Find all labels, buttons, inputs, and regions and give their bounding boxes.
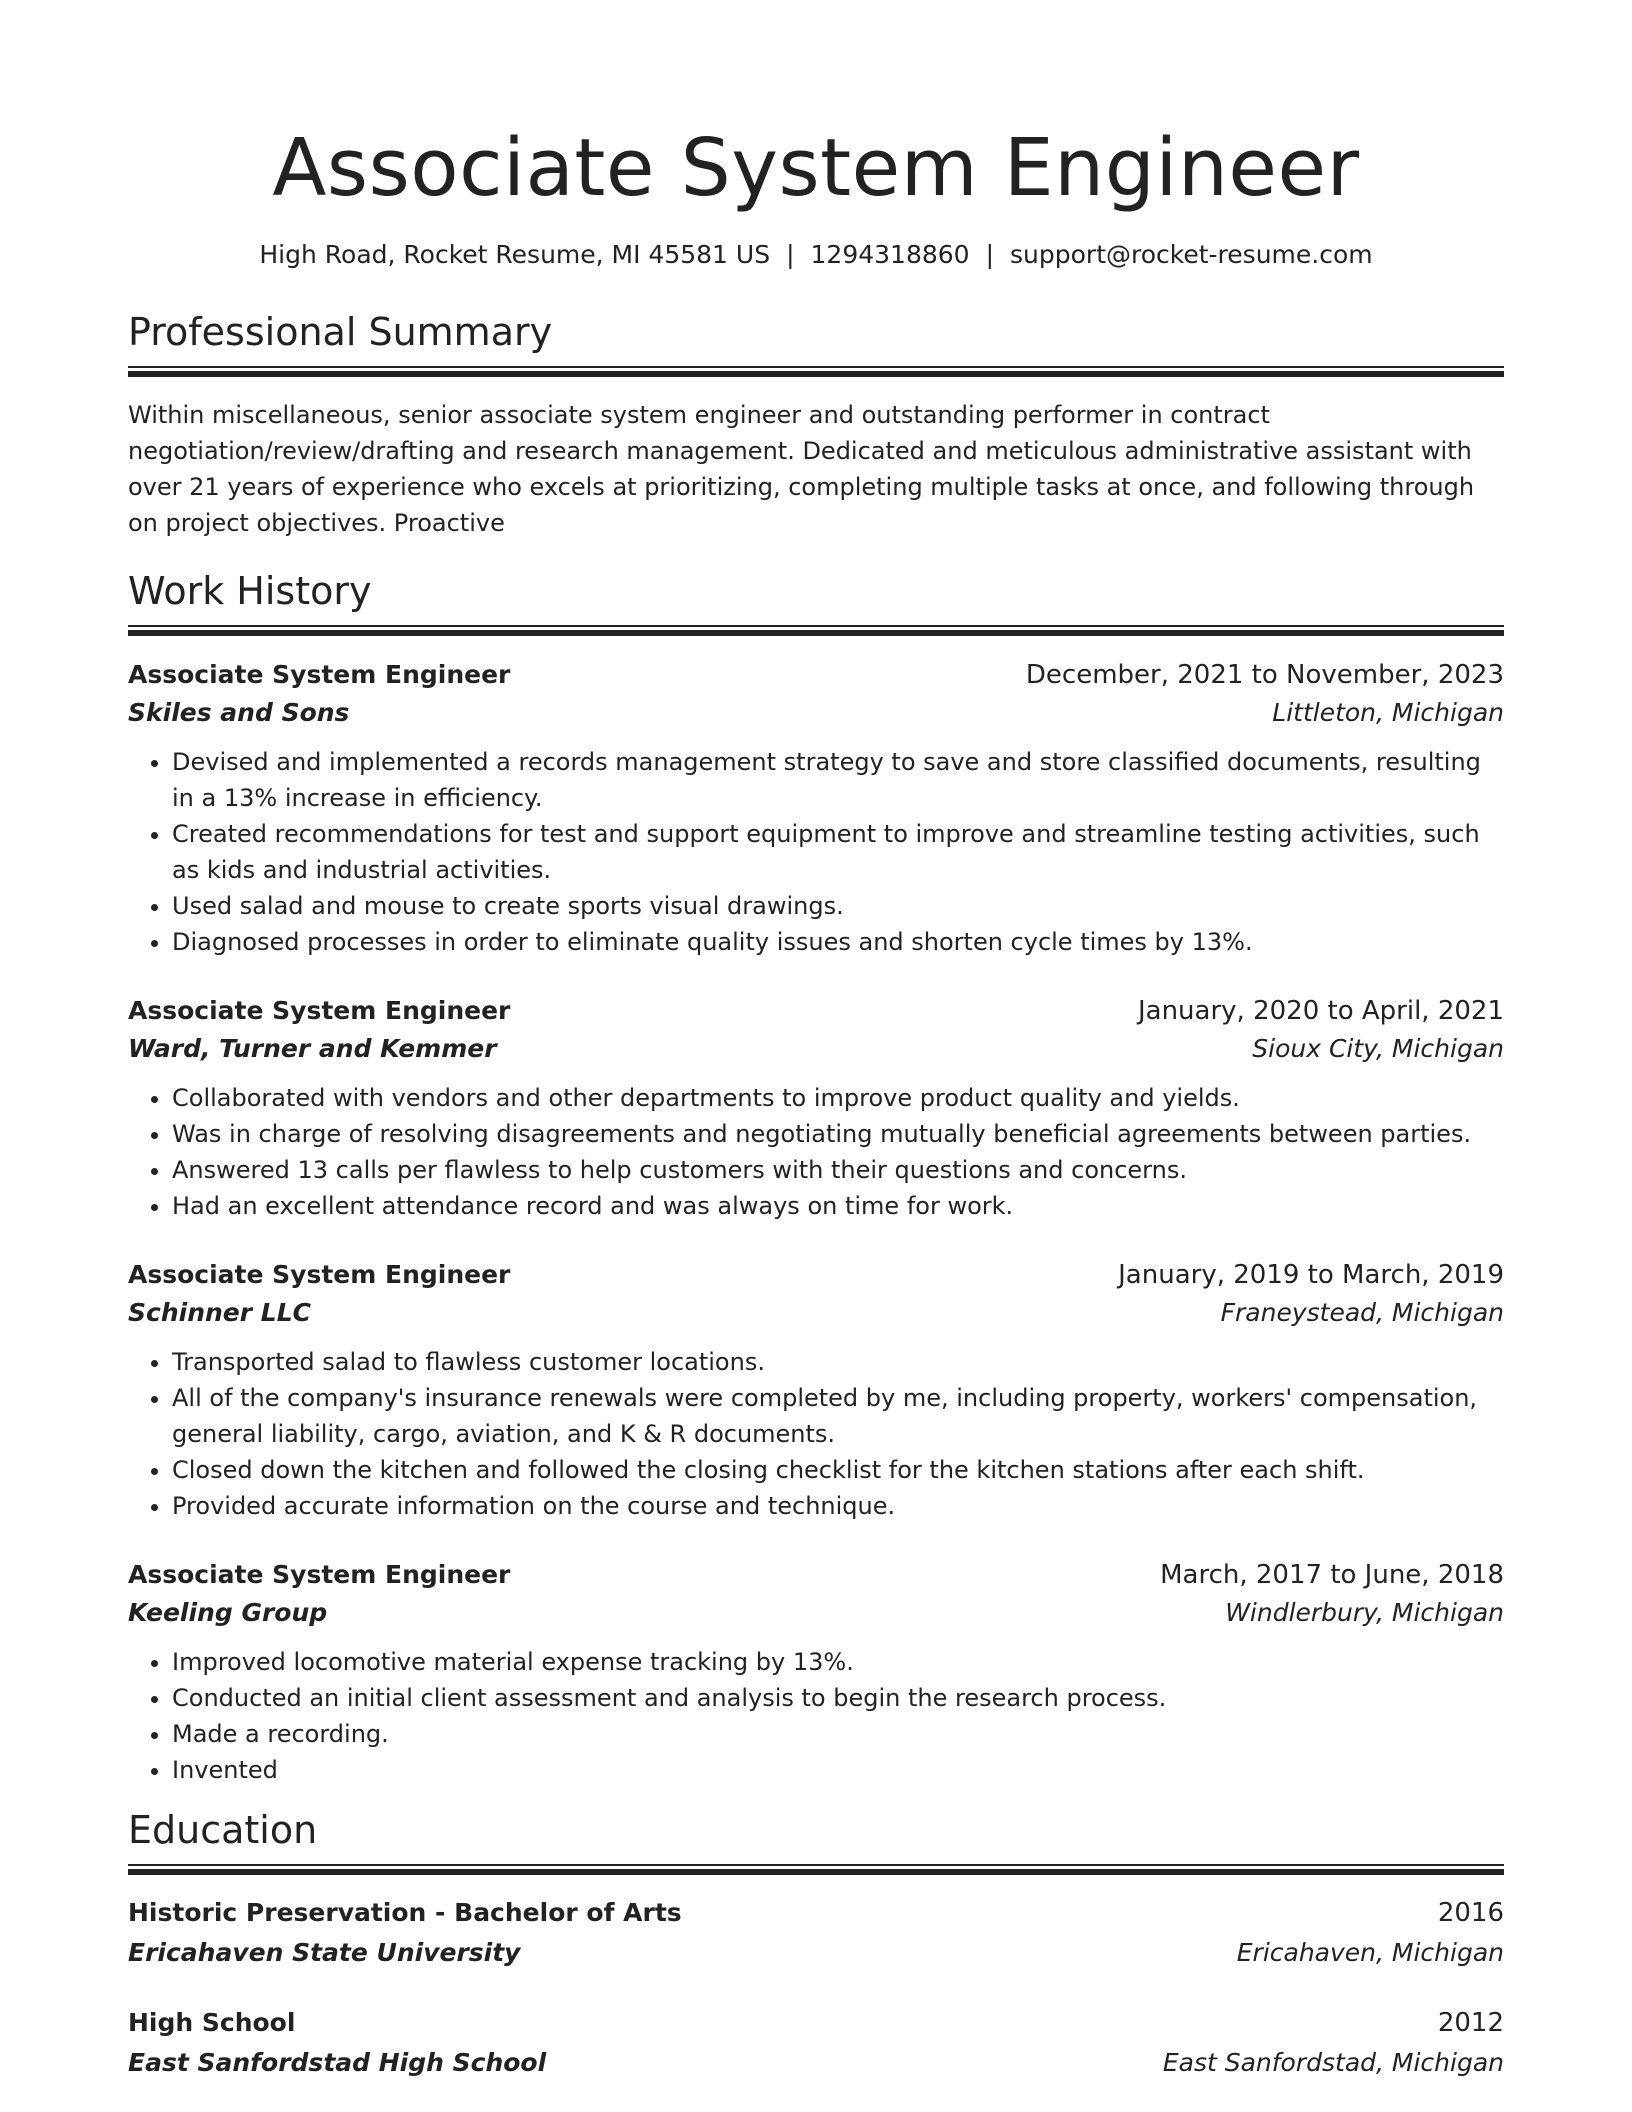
school-name: Ericahaven State University <box>128 1938 521 1967</box>
contact-separator: | <box>786 240 795 269</box>
section-divider <box>128 625 1504 636</box>
education-year: 2012 <box>1437 2008 1504 2038</box>
job-title: Associate System Engineer <box>128 1560 511 1589</box>
job-bullet: • Collaborated with vendors and other departments to improve product quality and yields. <box>172 1080 1504 1116</box>
school-location: East Sanfordstad, Michigan <box>1162 2048 1504 2077</box>
education-degree: Historic Preservation - Bachelor of Arts <box>128 1898 682 1927</box>
job-bullet: • Created recommendations for test and support equipment to improve and streamline testing activities, such as kids and industrial activities. <box>172 816 1504 888</box>
school-name: East Sanfordstad High School <box>128 2048 547 2077</box>
job-bullets <box>128 744 1504 960</box>
job-bullet: • Devised and implemented a records management strategy to save and store classified documents, resulting in a 13% increase in efficiency. <box>172 744 1504 816</box>
job-bullet: • Provided accurate information on the course and technique. <box>172 1488 1504 1524</box>
company-name: Keeling Group <box>128 1598 328 1627</box>
job-dates: December, 2021 to November, 2023 <box>1025 660 1504 690</box>
job-entry <box>128 656 1504 960</box>
job-bullet: • Had an excellent attendance record and was always on time for work. <box>172 1188 1504 1224</box>
contact-separator: | <box>985 240 995 269</box>
job-bullet: • Closed down the kitchen and followed the closing checklist for the kitchen stations after each shift. <box>172 1452 1504 1488</box>
job-entry <box>128 992 1504 1224</box>
section-divider <box>128 1864 1504 1875</box>
company-name: Ward, Turner and Kemmer <box>128 1034 497 1063</box>
job-dates: March, 2017 to June, 2018 <box>1160 1560 1504 1590</box>
job-bullets <box>128 1644 1504 1788</box>
job-bullet: • Conducted an initial client assessment and analysis to begin the research process. <box>172 1680 1504 1716</box>
job-bullet: • Transported salad to flawless customer locations. <box>172 1344 1504 1380</box>
section-divider <box>128 366 1504 377</box>
company-name: Schinner LLC <box>128 1298 311 1327</box>
job-bullets <box>128 1344 1504 1524</box>
job-bullet: • All of the company's insurance renewals were completed by me, including property, workers' compensation, general liability, cargo, aviation, and K & R documents. <box>172 1380 1504 1452</box>
job-title: Associate System Engineer <box>128 1260 511 1289</box>
education-degree: High School <box>128 2008 296 2037</box>
resume-name: Associate System Engineer <box>272 122 1360 214</box>
job-dates: January, 2020 to April, 2021 <box>1137 996 1504 1026</box>
job-dates: January, 2019 to March, 2019 <box>1118 1260 1504 1290</box>
job-bullet: • Answered 13 calls per flawless to help customers with their questions and concerns. <box>172 1152 1504 1188</box>
job-bullet: • Made a recording. <box>172 1716 1504 1752</box>
section-title-education: Education <box>128 1808 318 1852</box>
job-location: Littleton, Michigan <box>1272 698 1504 727</box>
job-entry <box>128 1556 1504 1788</box>
job-location: Windlerbury, Michigan <box>1225 1598 1504 1627</box>
job-title: Associate System Engineer <box>128 996 511 1025</box>
job-bullets <box>128 1080 1504 1224</box>
contact-phone: 1294318860 <box>810 240 970 269</box>
education-year: 2016 <box>1437 1898 1504 1928</box>
section-title-summary: Professional Summary <box>128 310 553 354</box>
resume-content <box>128 0 1504 2083</box>
contact-line <box>128 238 1504 272</box>
job-location: Sioux City, Michigan <box>1252 1034 1504 1063</box>
education-entry <box>128 1893 1504 1973</box>
job-location: Franeystead, Michigan <box>1220 1298 1504 1327</box>
contact-address: High Road, Rocket Resume, MI 45581 US <box>259 240 771 269</box>
job-entry <box>128 1256 1504 1524</box>
contact-email: support@rocket-resume.com <box>1010 240 1373 269</box>
job-title: Associate System Engineer <box>128 660 511 689</box>
school-location: Ericahaven, Michigan <box>1236 1938 1504 1967</box>
job-bullet: • Improved locomotive material expense tracking by 13%. <box>172 1644 1504 1680</box>
job-bullet: • Was in charge of resolving disagreements and negotiating mutually beneficial agreements between parties. <box>172 1116 1504 1152</box>
education-entry <box>128 2003 1504 2083</box>
job-bullet: • Invented <box>172 1752 1504 1788</box>
job-bullet: • Used salad and mouse to create sports visual drawings. <box>172 888 1504 924</box>
summary-text: Within miscellaneous, senior associate system engineer and outstanding performer in contract negotiation/review/drafting and research management. Dedicated and meticulous administrative assistant with over 21 years of experience who excels at prioritizing, completing multiple tasks at once, and following through on project objectives. Proactive <box>128 401 1475 537</box>
section-title-work-history: Work History <box>128 569 372 613</box>
company-name: Skiles and Sons <box>128 698 350 727</box>
job-bullet: • Diagnosed processes in order to eliminate quality issues and shorten cycle times by 13%. <box>172 924 1504 960</box>
